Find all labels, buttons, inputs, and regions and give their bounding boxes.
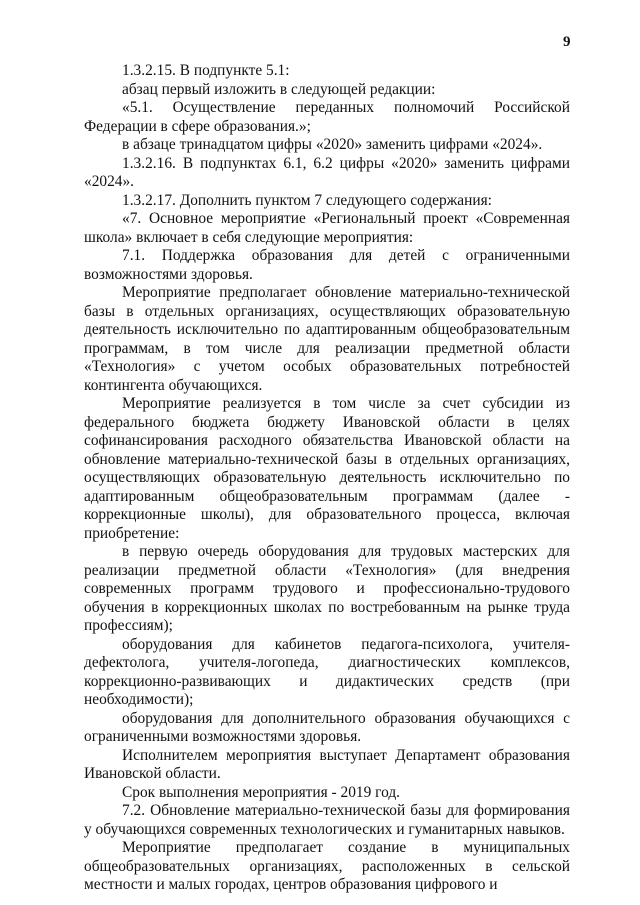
page-number: 9: [563, 34, 571, 50]
paragraph: 1.3.2.16. В подпунктах 6.1, 6.2 цифры «2020» заменить цифрами «2024».: [84, 154, 570, 190]
paragraph: Срок выполнения мероприятия - 2019 год.: [122, 783, 401, 801]
paragraph: в абзаце тринадцатом цифры «2020» заменить цифрами «2024».: [122, 136, 543, 153]
paragraph: оборудования для дополнительного образования обучающихся с ограниченными возможностями здоровья.: [84, 709, 570, 745]
paragraph: Мероприятие реализуется в том числе за счет субсидии из федерального бюджета бюджету Ивановской области в целях софинансирования расходного обязательства Ивановской области на обновление материально-технической базы в отдельных организациях, осуществляющих образовательную деятельность исключительно по адаптированным общеобразовательным программам (далее - коррекционные школы), для образовательного процесса, включая приобретение:: [84, 395, 570, 542]
paragraph: 7.1. Поддержка образования для детей с ограниченными возможностями здоровья.: [84, 247, 570, 283]
paragraph: Исполнителем мероприятия выступает Департамент образования Ивановской области.: [84, 746, 570, 782]
paragraph: «7. Основное мероприятие «Региональный проект «Современная школа» включает в себя следующие мероприятия:: [84, 210, 570, 246]
paragraph: оборудования для кабинетов педагога-психолога, учителя-дефектолога, учителя-логопеда, диагностических комплексов, коррекционно-развивающих и дидактических средств (при необходимости);: [84, 635, 570, 708]
paragraph: 7.2. Обновление материально-технической базы для формирования у обучающихся современных технологических и гуманитарных навыков.: [84, 802, 570, 838]
paragraph: Мероприятие предполагает обновление материально-технической базы в отдельных организациях, осуществляющих образовательную деятельность исключительно по адаптированным общеобразовательным программам, в том числе для реализации предметной области «Технология» с учетом особых образовательных потребностей контингента обучающихся.: [84, 284, 570, 394]
paragraph: «5.1. Осуществление переданных полномочий Российской Федерации в сфере образования.»;: [84, 99, 570, 135]
paragraph: 1.3.2.15. В подпункте 5.1:: [122, 62, 290, 79]
paragraph: Мероприятие предполагает создание в муниципальных общеобразовательных организациях, расположенных в сельской местности и малых городах, центров образования цифрового и: [84, 839, 570, 893]
paragraph: 1.3.2.17. Дополнить пунктом 7 следующего содержания:: [122, 191, 492, 209]
paragraph: абзац первый изложить в следующей редакции:: [122, 80, 436, 98]
document-body: [84, 62, 570, 895]
paragraph: в первую очередь оборудования для трудовых мастерских для реализации предметной области «Технология» (для внедрения современных программ трудового и профессионально-трудового обучения в коррекционных школах по востребованным на рынке труда профессиям);: [84, 543, 570, 634]
